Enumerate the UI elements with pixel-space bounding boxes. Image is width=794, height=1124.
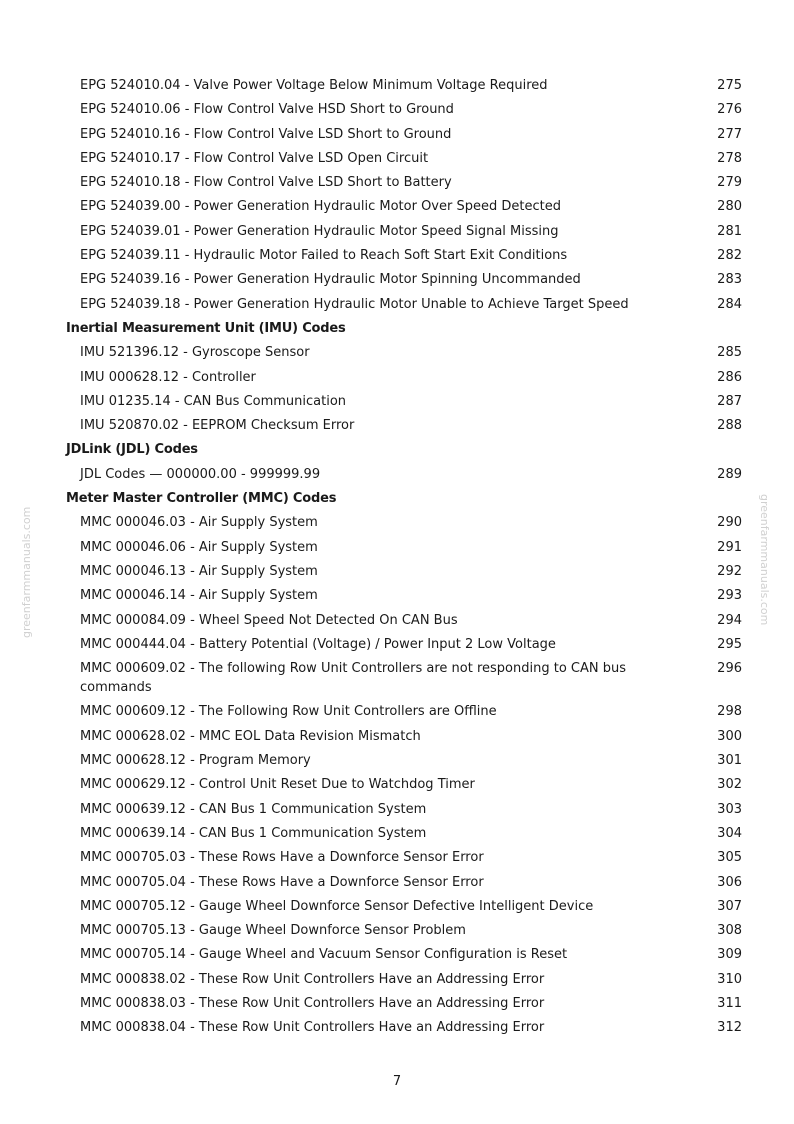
toc-entry-page: 296	[717, 661, 742, 677]
toc-entry-title: Meter Master Controller (MMC) Codes	[66, 491, 337, 507]
watermark-left: greenfarmmanuals.com	[20, 506, 33, 638]
toc-entry-page: 278	[717, 150, 742, 166]
toc-entry[interactable]	[66, 727, 742, 746]
toc-entry[interactable]	[66, 173, 742, 192]
toc-entry-title: EPG 524039.16 - Power Generation Hydraulic Motor Spinning Uncommanded	[80, 272, 581, 288]
toc-entry[interactable]	[66, 100, 742, 119]
toc-entry-page: 275	[717, 78, 742, 93]
toc-entry-page: 282	[717, 248, 742, 264]
table-of-contents	[66, 76, 742, 1043]
toc-entry[interactable]	[66, 416, 742, 435]
toc-entry[interactable]	[66, 295, 742, 314]
toc-entry-page: 302	[717, 777, 742, 793]
toc-entry[interactable]	[66, 775, 742, 794]
toc-entry-title: EPG 524010.18 - Flow Control Valve LSD Short to Battery	[80, 175, 452, 191]
toc-entry-title: MMC 000046.06 - Air Supply System	[80, 539, 318, 555]
toc-entry[interactable]	[66, 586, 742, 605]
toc-entry-title: MMC 000609.12 - The Following Row Unit Controllers are Offline	[80, 704, 497, 720]
toc-entry-title: MMC 000609.02 - The following Row Unit Controllers are not responding to CAN bus commands	[80, 661, 627, 696]
toc-entry-page: 306	[717, 874, 742, 890]
toc-section-heading	[66, 319, 742, 338]
toc-entry[interactable]	[66, 800, 742, 819]
toc-entry[interactable]	[66, 921, 742, 940]
toc-entry[interactable]	[66, 611, 742, 630]
toc-entry-title: MMC 000444.04 - Battery Potential (Voltage) / Power Input 2 Low Voltage	[80, 636, 556, 652]
toc-entry[interactable]	[66, 659, 742, 697]
toc-entry-title: MMC 000705.03 - These Rows Have a Downforce Sensor Error	[80, 850, 484, 866]
toc-entry-title: EPG 524039.00 - Power Generation Hydraulic Motor Over Speed Detected	[80, 199, 561, 215]
toc-entry-page: 288	[717, 418, 742, 434]
toc-entry-page: 304	[717, 825, 742, 841]
toc-section-heading	[66, 440, 742, 459]
toc-entry-page: 308	[717, 923, 742, 939]
toc-entry-page: 312	[717, 1020, 742, 1036]
toc-entry-title: EPG 524010.06 - Flow Control Valve HSD Short to Ground	[80, 102, 454, 118]
toc-entry[interactable]	[66, 562, 742, 581]
toc-entry-title: MMC 000838.03 - These Row Unit Controllers Have an Addressing Error	[80, 995, 545, 1011]
toc-entry-page: 283	[717, 272, 742, 288]
toc-entry-title: IMU 520870.02 - EEPROM Checksum Error	[80, 418, 355, 434]
toc-entry[interactable]	[66, 465, 742, 484]
toc-entry-page: 280	[717, 199, 742, 215]
toc-entry-page: 286	[717, 369, 742, 385]
toc-entry-title: JDLink (JDL) Codes	[66, 442, 198, 458]
toc-entry-title: MMC 000705.14 - Gauge Wheel and Vacuum Sensor Configuration is Reset	[80, 947, 568, 963]
toc-entry-page: 307	[717, 898, 742, 914]
toc-entry-title: MMC 000639.12 - CAN Bus 1 Communication System	[80, 801, 427, 817]
toc-entry-title: JDL Codes — 000000.00 - 999999.99	[80, 466, 321, 482]
toc-entry-title: IMU 01235.14 - CAN Bus Communication	[80, 393, 347, 409]
toc-entry[interactable]	[66, 824, 742, 843]
toc-entry-title: MMC 000046.03 - Air Supply System	[80, 515, 318, 531]
toc-entry[interactable]	[66, 1018, 742, 1037]
toc-entry-page: 281	[717, 223, 742, 239]
toc-entry-title: MMC 000838.02 - These Row Unit Controllers Have an Addressing Error	[80, 971, 545, 987]
toc-entry[interactable]	[66, 76, 742, 95]
toc-entry-page: 293	[717, 588, 742, 604]
toc-entry-title: EPG 524039.18 - Power Generation Hydraulic Motor Unable to Achieve Target Speed	[80, 296, 629, 312]
toc-entry[interactable]	[66, 149, 742, 168]
toc-entry-page: 284	[717, 296, 742, 312]
toc-section-heading	[66, 489, 742, 508]
toc-entry-page: 277	[717, 126, 742, 142]
toc-entry-title: IMU 000628.12 - Controller	[80, 369, 256, 385]
toc-entry-title: MMC 000084.09 - Wheel Speed Not Detected On CAN Bus	[80, 612, 458, 628]
toc-entry[interactable]	[66, 246, 742, 265]
toc-entry[interactable]	[66, 994, 742, 1013]
toc-entry[interactable]	[66, 945, 742, 964]
toc-entry-page: 289	[717, 466, 742, 482]
toc-entry[interactable]	[66, 538, 742, 557]
toc-entry-page: 276	[717, 102, 742, 118]
toc-entry-page: 298	[717, 704, 742, 720]
toc-entry-title: MMC 000705.12 - Gauge Wheel Downforce Sensor Defective Intelligent Device	[80, 898, 594, 914]
toc-entry[interactable]	[66, 635, 742, 654]
toc-entry-title: EPG 524010.17 - Flow Control Valve LSD Open Circuit	[80, 150, 429, 166]
toc-entry-page: 287	[717, 393, 742, 409]
toc-entry[interactable]	[66, 751, 742, 770]
toc-entry[interactable]	[66, 368, 742, 387]
toc-entry-title: MMC 000628.12 - Program Memory	[80, 753, 311, 769]
toc-entry-page: 295	[717, 636, 742, 652]
toc-entry-title: MMC 000838.04 - These Row Unit Controllers Have an Addressing Error	[80, 1020, 545, 1036]
toc-entry-title: MMC 000046.14 - Air Supply System	[80, 588, 318, 604]
toc-entry[interactable]	[66, 970, 742, 989]
toc-entry-page: 310	[717, 971, 742, 987]
toc-entry-title: MMC 000629.12 - Control Unit Reset Due to Watchdog Timer	[80, 777, 475, 793]
watermark-right: greenfarmmanuals.com	[758, 494, 771, 626]
toc-entry-page: 309	[717, 947, 742, 963]
toc-entry-title: EPG 524039.01 - Power Generation Hydraulic Motor Speed Signal Missing	[80, 223, 559, 239]
toc-entry[interactable]	[66, 392, 742, 411]
toc-entry-title: MMC 000628.02 - MMC EOL Data Revision Mismatch	[80, 728, 421, 744]
toc-entry[interactable]	[66, 222, 742, 241]
toc-entry-page: 300	[717, 728, 742, 744]
page-number: 7	[392, 1074, 402, 1089]
toc-entry[interactable]	[66, 513, 742, 532]
toc-entry-page: 301	[717, 753, 742, 769]
toc-entry-title: MMC 000705.04 - These Rows Have a Downforce Sensor Error	[80, 874, 484, 890]
toc-entry[interactable]	[66, 848, 742, 867]
toc-entry-title: Inertial Measurement Unit (IMU) Codes	[66, 320, 346, 336]
toc-entry-title: IMU 521396.12 - Gyroscope Sensor	[80, 345, 310, 361]
toc-entry[interactable]	[66, 125, 742, 144]
toc-entry-page: 290	[717, 515, 742, 531]
toc-entry-title: EPG 524039.11 - Hydraulic Motor Failed to Reach Soft Start Exit Conditions	[80, 248, 568, 264]
toc-entry[interactable]	[66, 343, 742, 362]
toc-entry-page: 303	[717, 801, 742, 817]
toc-entry-page: 294	[717, 612, 742, 628]
toc-entry[interactable]	[66, 270, 742, 289]
toc-entry[interactable]	[66, 197, 742, 216]
toc-entry-title: MMC 000705.13 - Gauge Wheel Downforce Sensor Problem	[80, 923, 466, 939]
toc-entry-page: 291	[717, 539, 742, 555]
toc-entry-page: 285	[717, 345, 742, 361]
toc-entry-page: 279	[717, 175, 742, 191]
toc-entry[interactable]	[66, 897, 742, 916]
toc-entry-title: EPG 524010.04 - Valve Power Voltage Below Minimum Voltage Required	[80, 78, 548, 93]
toc-entry-title: EPG 524010.16 - Flow Control Valve LSD Short to Ground	[80, 126, 452, 142]
toc-entry-page: 305	[717, 850, 742, 866]
toc-entry-page: 311	[717, 995, 742, 1011]
toc-entry-title: MMC 000639.14 - CAN Bus 1 Communication System	[80, 825, 427, 841]
toc-entry-title: MMC 000046.13 - Air Supply System	[80, 563, 318, 579]
toc-entry-page: 292	[717, 563, 742, 579]
toc-entry[interactable]	[66, 873, 742, 892]
toc-entry[interactable]	[66, 702, 742, 721]
